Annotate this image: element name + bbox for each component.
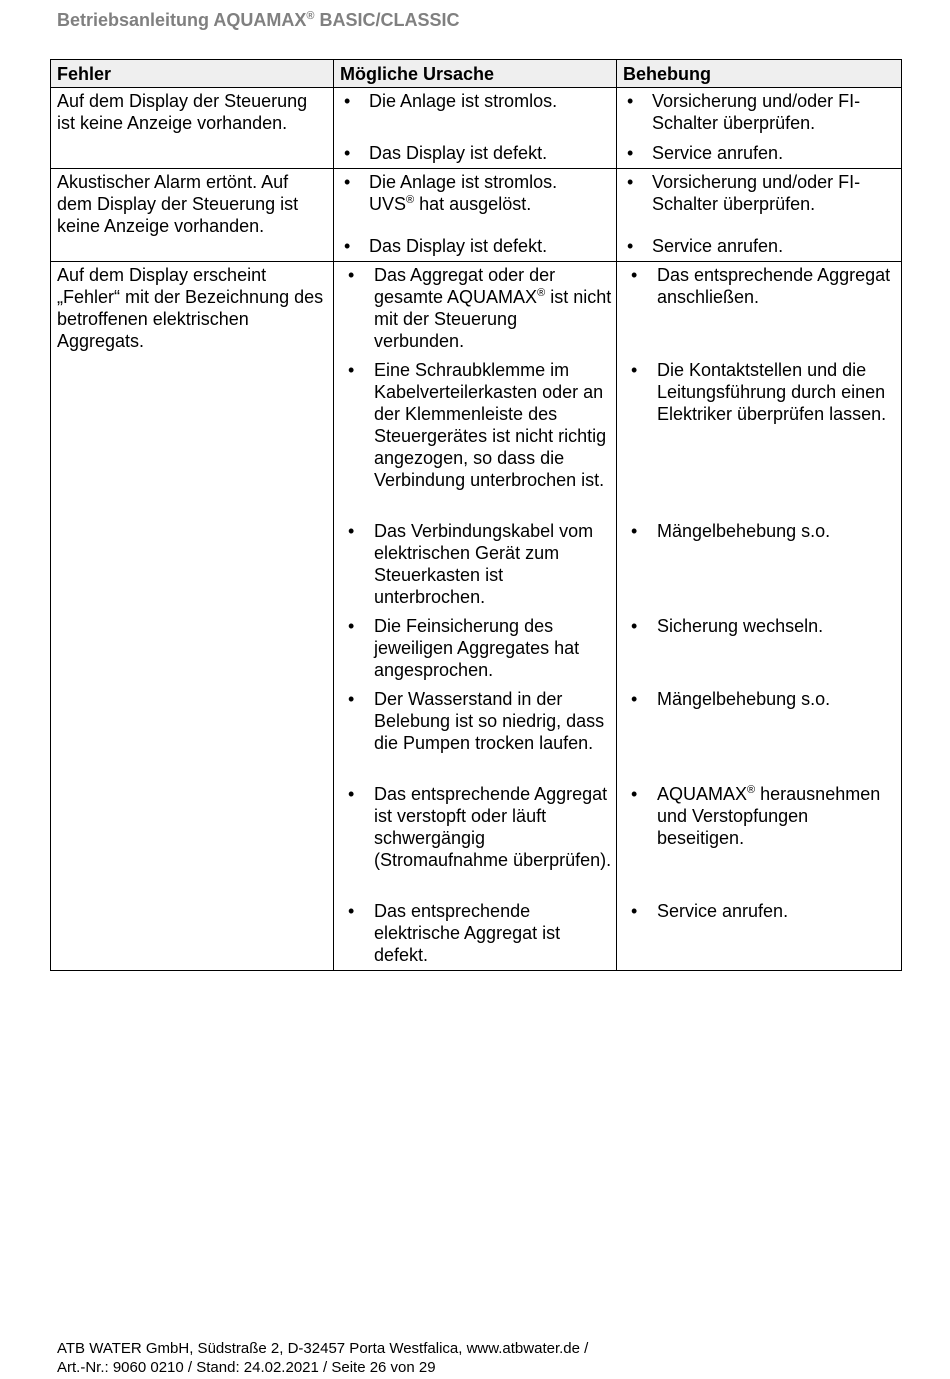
list-item: • Vorsicherung und/oder FI-Schalter überprüfen. [617,171,901,215]
ursache-cell [334,169,617,262]
list-item: • Eine Schraubklemme im Kabelverteilerkasten oder an der Klemmenleiste des Steuergerätes ist nicht richtig angezogen, so dass die Verbindung unterbrochen ist. [334,359,616,513]
troubleshooting-table [50,59,902,971]
table-row [51,262,902,971]
column-header-fehler: Fehler [51,60,334,88]
fehler-cell: Auf dem Display der Steuerung ist keine Anzeige vorhanden. [51,88,334,169]
list-item: • Service anrufen. [617,900,901,966]
list-item: • Das entsprechende Aggregat ist verstopft oder läuft schwergängig (Stromaufnahme überprüfen). [334,783,616,893]
footer-address: ATB WATER GmbH, Südstraße 2, D-32457 Porta Westfalica, www.atbwater.de / [57,1340,589,1357]
ursache-cell [334,262,617,971]
list-item: • Mängelbehebung s.o. [617,520,901,608]
ursache-cell [334,88,617,169]
list-item: • Das Display ist defekt. [334,142,616,164]
table-row [51,169,902,262]
registered-mark: ® [306,10,315,22]
list-item: • Das Aggregat oder der gesamte AQUAMAX® ist nicht mit der Steuerung verbunden. [334,264,616,352]
list-item: • Sicherung wechseln. [617,615,901,681]
footer-article-info: Art.-Nr.: 9060 0210 / Stand: 24.02.2021 / Seite 26 von 29 [57,1359,436,1376]
list-item: • Das entsprechende Aggregat anschließen. [617,264,901,352]
page-footer [57,1339,588,1377]
column-header-behebung: Behebung [617,60,902,88]
list-item: • Mängelbehebung s.o. [617,688,901,776]
list-item: • Service anrufen. [617,235,901,257]
header-title-suffix: BASIC/CLASSIC [314,10,460,30]
registered-mark: ® [747,784,756,796]
registered-mark: ® [537,287,546,299]
list-item: • Die Anlage ist stromlos. UVS® hat ausgelöst. [334,171,616,215]
column-header-ursache: Mögliche Ursache [334,60,617,88]
behebung-cell [617,88,902,169]
fehler-cell: Auf dem Display erscheint „Fehler“ mit der Bezeichnung des betroffenen elektrischen Aggregats. [51,262,334,971]
list-item: • Vorsicherung und/oder FI-Schalter überprüfen. [617,90,901,134]
list-item: • AQUAMAX® herausnehmen und Verstopfungen beseitigen. [617,783,901,893]
list-item: • Service anrufen. [617,142,901,164]
header-title: Betriebsanleitung AQUAMAX [57,10,307,30]
list-item: • Das Verbindungskabel vom elektrischen Gerät zum Steuerkasten ist unterbrochen. [334,520,616,608]
list-item: • Die Feinsicherung des jeweiligen Aggregates hat angesprochen. [334,615,616,681]
fehler-cell: Akustischer Alarm ertönt. Auf dem Display der Steuerung ist keine Anzeige vorhanden. [51,169,334,262]
list-item: • Die Kontaktstellen und die Leitungsführung durch einen Elektriker überprüfen lassen. [617,359,901,513]
list-item: • Die Anlage ist stromlos. [334,90,616,112]
registered-mark: ® [406,194,415,206]
list-item: • Der Wasserstand in der Belebung ist so niedrig, dass die Pumpen trocken laufen. [334,688,616,776]
list-item: • Das Display ist defekt. [334,235,616,257]
behebung-cell [617,262,902,971]
table-row [51,88,902,169]
list-item: • Das entsprechende elektrische Aggregat ist defekt. [334,900,616,966]
page-header [57,10,459,31]
behebung-cell [617,169,902,262]
table-header-row [51,60,902,88]
